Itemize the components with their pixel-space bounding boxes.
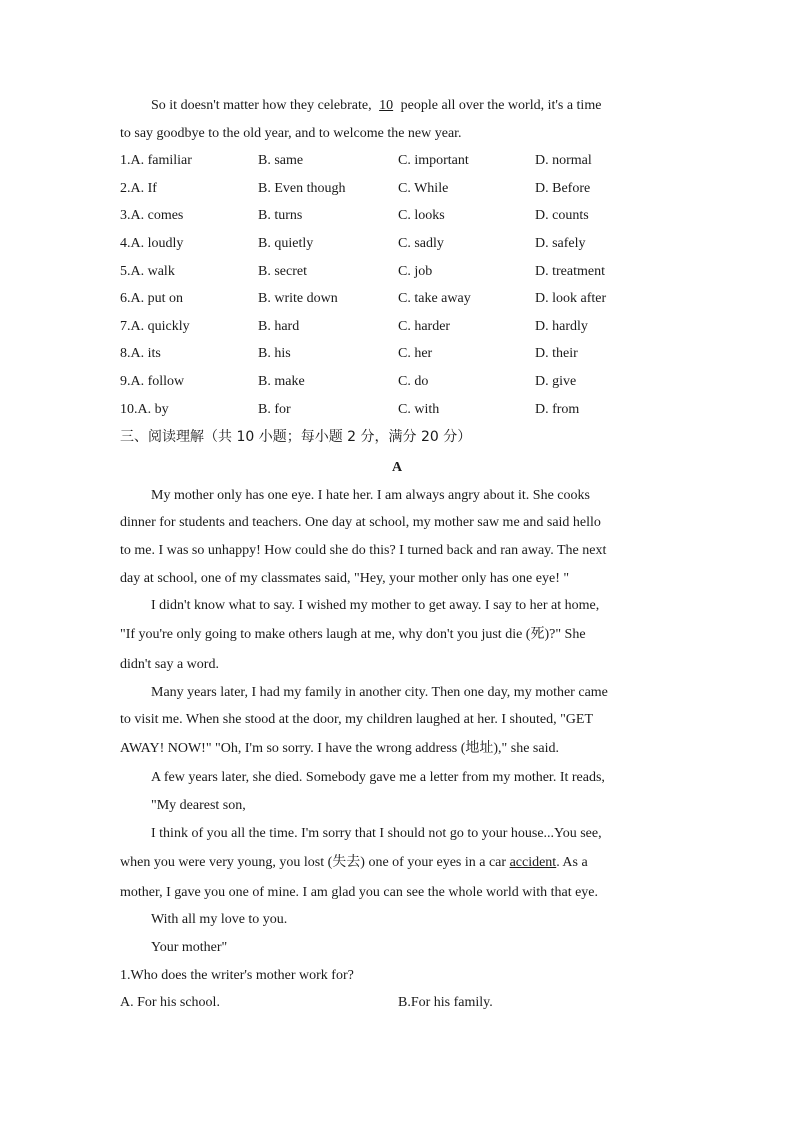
section-heading: 三、阅读理解（共 10 小题；每小题 2 分，满分 20 分）	[120, 429, 472, 445]
passage-line: My mother only has one eye. I hate her. I am always angry about it. She cooks	[151, 488, 590, 503]
option-a: 9.A. follow	[120, 374, 185, 389]
option-c: C. take away	[398, 291, 471, 306]
option-d: D. their	[535, 346, 578, 361]
option-b: B. same	[258, 153, 304, 168]
question-option-row	[120, 262, 680, 282]
option-d: D. counts	[535, 208, 589, 223]
question-option-row	[120, 151, 680, 171]
question-stem: 1.Who does the writer's mother work for?	[120, 968, 354, 983]
option-a: 5.A. walk	[120, 264, 175, 279]
option-d: D. look after	[535, 291, 607, 306]
question-option-row	[120, 234, 680, 254]
passage-label: A	[391, 460, 403, 475]
option-d: D. from	[535, 402, 580, 417]
cloze-last-sentence-line2: to say goodbye to the old year, and to welcome the new year.	[120, 126, 462, 141]
option-a: 7.A. quickly	[120, 319, 190, 334]
passage-line	[120, 853, 675, 873]
option-c: C. do	[398, 374, 429, 389]
passage-text: . As a	[556, 855, 588, 870]
letter-signature: Your mother"	[151, 940, 228, 955]
cloze-last-sentence-line1	[151, 96, 706, 116]
option-d: D. Before	[535, 181, 591, 196]
option-a: 2.A. If	[120, 181, 157, 196]
letter-greeting: "My dearest son,	[151, 798, 246, 813]
option-b: B. make	[258, 374, 305, 389]
option-b: B. hard	[258, 319, 300, 334]
passage-line: A few years later, she died. Somebody gave me a letter from my mother. It reads,	[151, 770, 605, 785]
option-d: D. treatment	[535, 264, 605, 279]
option-d: D. hardly	[535, 319, 588, 334]
option-d: D. normal	[535, 153, 592, 168]
option-b: B. his	[258, 346, 291, 361]
option-c: C. job	[398, 264, 433, 279]
option-c: C. important	[398, 153, 469, 168]
question-option-row	[120, 317, 680, 337]
option-a: 8.A. its	[120, 346, 161, 361]
option-b: B. Even though	[258, 181, 346, 196]
passage-line: dinner for students and teachers. One day at school, my mother saw me and said hello	[120, 515, 601, 530]
option-c: C. sadly	[398, 236, 444, 251]
option-a: 3.A. comes	[120, 208, 184, 223]
option-c: C. harder	[398, 319, 451, 334]
passage-line: I think of you all the time. I'm sorry that I should not go to your house...You see,	[151, 826, 602, 841]
option-b: B. turns	[258, 208, 303, 223]
question-option-row	[120, 372, 680, 392]
option-c: C. looks	[398, 208, 445, 223]
passage-text: when you were very young, you lost (失去) one of your eyes in a car	[120, 855, 510, 870]
blank-10: 10	[379, 98, 394, 113]
passage-line: day at school, one of my classmates said, "Hey, your mother only has one eye! "	[120, 571, 570, 586]
option-a: 10.A. by	[120, 402, 169, 417]
option-a: 1.A. familiar	[120, 153, 192, 168]
passage-line: didn't say a word.	[120, 657, 219, 672]
answer-option-a: A. For his school.	[120, 995, 220, 1010]
question-option-row	[120, 206, 680, 226]
question-option-row	[120, 400, 680, 420]
option-a: 4.A. loudly	[120, 236, 184, 251]
cloze-text-before-blank: So it doesn't matter how they celebrate,	[151, 98, 376, 113]
cloze-text-after-blank: people all over the world, it's a time	[397, 98, 602, 113]
passage-line: "If you're only going to make others laugh at me, why don't you just die (死)?" She	[120, 627, 586, 642]
question-option-row	[120, 344, 680, 364]
option-a: 6.A. put on	[120, 291, 183, 306]
option-d: D. safely	[535, 236, 586, 251]
option-c: C. her	[398, 346, 433, 361]
option-b: B. for	[258, 402, 291, 417]
passage-line: to me. I was so unhappy! How could she do this? I turned back and ran away. The next	[120, 543, 607, 558]
underlined-word-accident: accident	[509, 855, 557, 870]
letter-closing: With all my love to you.	[151, 912, 288, 927]
passage-line: to visit me. When she stood at the door, my children laughed at her. I shouted, "GET	[120, 712, 594, 727]
passage-line: mother, I gave you one of mine. I am glad you can see the whole world with that eye.	[120, 885, 599, 900]
option-d: D. give	[535, 374, 577, 389]
option-b: B. write down	[258, 291, 338, 306]
option-b: B. secret	[258, 264, 307, 279]
option-b: B. quietly	[258, 236, 314, 251]
passage-line: I didn't know what to say. I wished my mother to get away. I say to her at home,	[151, 598, 600, 613]
question-option-row	[120, 289, 680, 309]
option-c: C. with	[398, 402, 440, 417]
answer-option-b: B.For his family.	[398, 995, 493, 1010]
passage-line: AWAY! NOW!" "Oh, I'm so sorry. I have the wrong address (地址)," she said.	[120, 741, 559, 756]
passage-line: Many years later, I had my family in another city. Then one day, my mother came	[151, 685, 608, 700]
option-c: C. While	[398, 181, 449, 196]
question-option-row	[120, 179, 680, 199]
